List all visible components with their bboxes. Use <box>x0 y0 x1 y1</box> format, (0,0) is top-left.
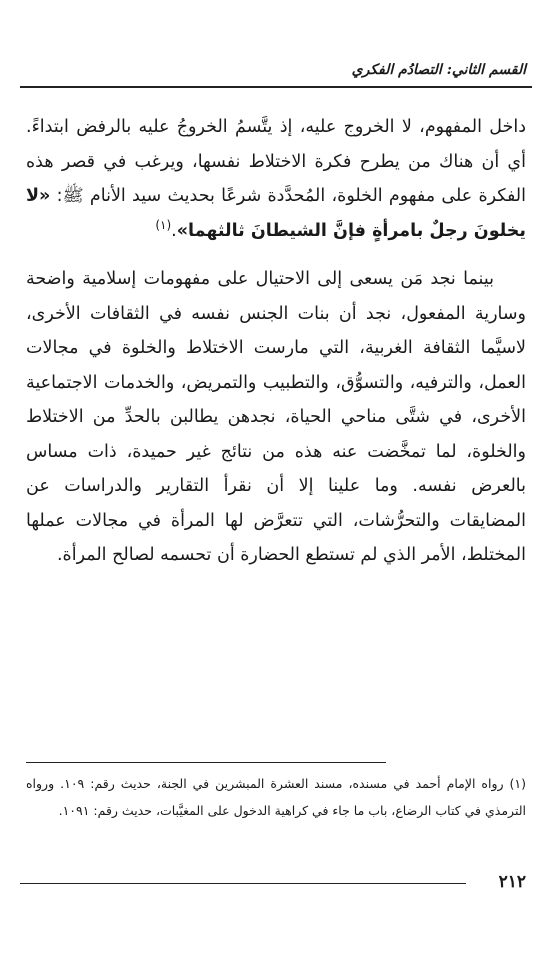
hadith-quote: «لا يخلونَ رجلٌ بامرأةٍ فإنَّ الشيطانَ ثالثهما» <box>26 186 526 241</box>
paragraph-1-text: داخل المفهوم، لا الخروج عليه، إذ يتَّسمُ الخروجُ عليه بالرفض ابتداءً. أي أن هناك من يطرح فكرة الاختلاط نفسها، ويرغب في قصر هذه الفكرة على مفهوم الخلوة، المُحدَّدة شرعًا بحديث سيد الأنام ﷺ: <box>26 117 526 206</box>
header-rule <box>20 86 532 88</box>
paragraph-1-end: . <box>171 220 177 241</box>
footer-rule <box>20 883 466 884</box>
footnote-text: (١) رواه الإمام أحمد في مسنده، مسند العشرة المبشرين في الجنة، حديث رقم: ١٠٩. ورواه الترمذي في كتاب الرضاع، باب ما جاء في كراهية الدخول على المغيَّبات، حديث رقم: ١٠٩١. <box>26 776 526 818</box>
paragraph-2: بينما نجد مَن يسعى إلى الاحتيال على مفهومات إسلامية واضحة وسارية المفعول، نجد أن بنات الجنس نفسه في الثقافات الأخرى، لاسيَّما الثقافة الغربية، التي مارست الاختلاط والخلوة في مجالات العمل، والترفيه، والتسوُّق، والتطبيب والتمريض، والخدمات الاجتماعية الأخرى، في شتَّى مناحي الحياة، نجدهن يطالبن بالحدِّ من الاختلاط والخلوة، لما تمخَّضت عنه هذه من نتائج غير حميدة، ذات مساس بالعرض نفسه. وما علينا إلا أن نقرأ التقارير والدراسات عن المضايقات والتحرُّشات، التي تتعرَّض لها المرأة في مجالات عملها المختلط، الأمر الذي لم تستطع الحضارة أن تحسمه لصالح المرأة. <box>26 269 526 565</box>
footnote-rule <box>26 762 386 763</box>
paragraph-1 <box>26 110 526 248</box>
running-title: القسم الثاني: التصادُم الفكري <box>351 62 526 78</box>
footnote-reference[interactable]: (١) <box>155 217 172 232</box>
page-number: ٢١٢ <box>498 872 526 892</box>
main-text <box>26 110 526 573</box>
footnote <box>26 770 526 824</box>
